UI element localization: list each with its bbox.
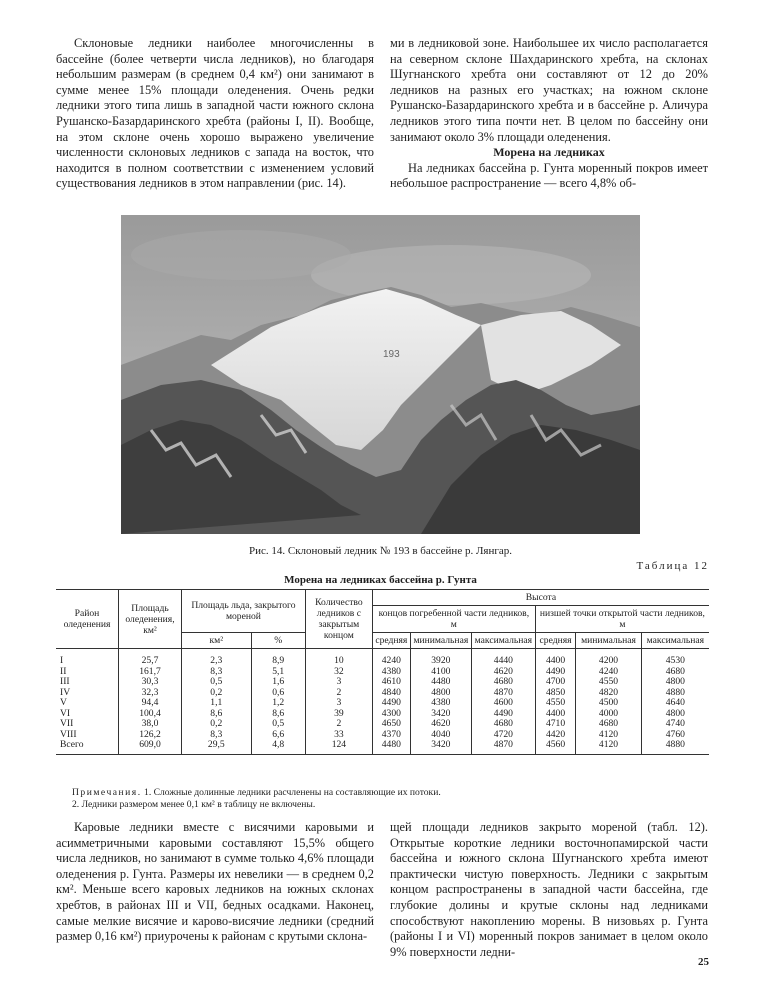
table-cell: 4400	[535, 656, 576, 667]
table-cell: 4000	[576, 709, 641, 720]
table-cell: 4800	[410, 688, 471, 699]
table-cell: 1,2	[251, 698, 305, 709]
table-cell: 4680	[471, 719, 535, 730]
table-cell: V	[60, 697, 67, 708]
table-cell: 1,6	[251, 677, 305, 688]
col-header-min: минимальная	[576, 633, 641, 649]
table-cell: 4820	[576, 688, 641, 699]
table-cell: 33	[305, 730, 372, 741]
col-header-avg: средняя	[372, 633, 410, 649]
col-header-area: Площадь оледенения, км²	[119, 590, 182, 649]
table-cell: 2	[305, 719, 372, 730]
col-header-avg: средняя	[535, 633, 576, 649]
table-cell: 4870	[471, 740, 535, 754]
table-cell: 8,6	[182, 709, 252, 720]
table-cell: 10	[305, 656, 372, 667]
table-cell: 3420	[410, 709, 471, 720]
col-header-max: максимальная	[641, 633, 709, 649]
table-label: Таблица 12	[636, 560, 709, 572]
table-cell: 4700	[535, 677, 576, 688]
paragraph: На ледниках бассейна р. Гунта моренный покров имеет небольшое распространение — всего 4,8% об-	[390, 160, 708, 191]
col-header-max: максимальная	[471, 633, 535, 649]
col-header-ends: концов погребенной части ледников, м	[372, 606, 535, 633]
table-cell: 4300	[372, 709, 410, 720]
table-cell: IV	[60, 686, 71, 698]
table-cell: 8,3	[182, 667, 252, 678]
table-title: Морена на ледниках бассейна р. Гунта	[284, 574, 477, 586]
paragraph: Каровые ледники вместе с висячими каровыми и асимметричными каровыми составляют 15,5% общего числа ледников, но занимают в сумме только 4,6% площади оледенения р. Гунта. Размеры их невелики — в среднем 0,2 км². Меньше всего каровых ледников на южных склонах хребтов, в районах III и VII, бедных осадками. Наконец, самые мелкие висячие и карово-висячие ледники (средний размер 0,16 км²) приурочены к районам с крутыми склона-	[56, 820, 374, 944]
moraine-table	[56, 589, 709, 755]
table-cell: 4800	[641, 677, 709, 688]
table-cell: II	[60, 665, 67, 677]
table-cell: 4720	[471, 730, 535, 741]
table-cell: 30,3	[119, 677, 182, 688]
table-cell: 6,6	[251, 730, 305, 741]
table-notes	[72, 787, 441, 811]
table-cell: 609,0	[119, 740, 182, 754]
table-row	[56, 740, 709, 754]
table-cell: 39	[305, 709, 372, 720]
figure-caption: Рис. 14. Склоновый ледник № 193 в бассейне р. Лянгар.	[248, 545, 512, 557]
table-cell: 32,3	[119, 688, 182, 699]
table-cell: 3	[305, 677, 372, 688]
col-header-moraine-area: Площадь льда, закрытого мореной	[182, 590, 306, 633]
table-cell: 2	[305, 688, 372, 699]
col-header-pct: %	[251, 633, 305, 649]
table-cell: 1,1	[182, 698, 252, 709]
table-cell: 4870	[471, 688, 535, 699]
table-cell: 4,8	[251, 740, 305, 754]
table-cell: 4040	[410, 730, 471, 741]
table-row	[56, 698, 709, 709]
table-body	[56, 649, 709, 755]
table-cell: VI	[60, 707, 71, 719]
table-cell: VIII	[60, 728, 77, 740]
table-cell: Всего	[56, 740, 119, 754]
table-cell: 4100	[410, 667, 471, 678]
glacier-photo	[121, 215, 640, 534]
table-cell: 4440	[471, 656, 535, 667]
table-cell: 0,6	[251, 688, 305, 699]
table-cell: 2,3	[182, 656, 252, 667]
table-cell: 4650	[372, 719, 410, 730]
table-cell: 4560	[535, 740, 576, 754]
table-cell: 4640	[641, 698, 709, 709]
table-cell: 4620	[471, 667, 535, 678]
table-cell: 4240	[372, 656, 410, 667]
paragraph: ми в ледниковой зоне. Наибольшее их число располагается на северном склоне Шахдаринского хребта, на склонах Шугнанского хребта они составляют от 12 до 20% ледников на разных его участках; на южном склоне Рушанско-Базардаринского хребта и в бассейне р. Аличура ледников этого типа почти нет. В целом по бассейну они занимают около 3% площади оледенения.	[390, 36, 708, 144]
table-cell: 4380	[410, 698, 471, 709]
table-cell: 0,5	[182, 677, 252, 688]
col-header-count: Количество ледников с закрытым концом	[305, 590, 372, 649]
col-header-km2: км²	[182, 633, 252, 649]
table-cell: 32	[305, 667, 372, 678]
table-cell: 0,2	[182, 688, 252, 699]
table-cell: 4800	[641, 709, 709, 720]
table-cell: 4840	[372, 688, 410, 699]
col-header-region: Район оледенения	[56, 590, 119, 649]
glacier-number-label: 193	[383, 349, 400, 360]
table-cell: 8,3	[182, 730, 252, 741]
paragraph: щей площади ледников закрыто мореной (табл. 12). Открытые короткие ледники восточнопамирской части бассейна и южного склона Шугнанского хребта имеют практически чистую поверхность. Ледники с закрытым концом распространены в западной части бассейна, где глубокие долины и крутые склоны над ледниками способствуют накоплению морены. В низовьях р. Гунта (районы I и VI) моренный покров занимает в целом около 9% поверхности ледни-	[390, 820, 708, 959]
table-row	[56, 719, 709, 730]
table-cell: 5,1	[251, 667, 305, 678]
table-cell: 4760	[641, 730, 709, 741]
table-cell: 161,7	[119, 667, 182, 678]
table-cell: 126,2	[119, 730, 182, 741]
table-cell: 3920	[410, 656, 471, 667]
table-cell: 38,0	[119, 719, 182, 730]
table-cell: 4490	[471, 709, 535, 720]
table-cell: 0,5	[251, 719, 305, 730]
table-cell: 4490	[535, 667, 576, 678]
col-header-lowest: низшей точки открытой части ледников, м	[535, 606, 709, 633]
page-number: 25	[698, 956, 709, 968]
table-cell: 4680	[641, 667, 709, 678]
table-cell: 4620	[410, 719, 471, 730]
table-cell: 4480	[372, 740, 410, 754]
table-cell: 4530	[641, 656, 709, 667]
table-cell: 3420	[410, 740, 471, 754]
table-cell: 4500	[576, 698, 641, 709]
table-note-1: Примечания. 1. Сложные долинные ледники расчленены на составляющие их потоки.	[72, 787, 441, 798]
table-cell: 4740	[641, 719, 709, 730]
text-column-right-top	[390, 36, 708, 192]
note-label: Примечания.	[72, 787, 142, 798]
table-row	[56, 677, 709, 688]
paragraph: Склоновые ледники наиболее многочисленны в бассейне (более четверти числа ледников), но благодаря небольшим размерам (в среднем 0,4 км²) они занимают в сумме менее 15% площади оледенения. Очень редки ледники этого типа лишь в западной части южного склона Рушанско-Базардаринского хребта (районы I, II). Вообще, на этом склоне очень хорошо выражено увеличение численности склоновых ледников с запада на восток, что находится в полном соответствии с изменением условий существования ледников в этом направлении (рис. 14).	[56, 36, 374, 191]
table-cell: 4240	[576, 667, 641, 678]
text-column-right-bottom	[390, 820, 708, 960]
table-cell: 4680	[576, 719, 641, 730]
table-note-2: 2. Ледники размером менее 0,1 км² в таблицу не включены.	[72, 799, 316, 810]
table-cell: 100,4	[119, 709, 182, 720]
table-cell: I	[60, 655, 64, 666]
table-cell: 25,7	[119, 656, 182, 667]
table-cell: 29,5	[182, 740, 252, 754]
table-cell: 4550	[535, 698, 576, 709]
table-row	[56, 656, 709, 667]
table-cell: 4400	[535, 709, 576, 720]
table-cell: 4850	[535, 688, 576, 699]
table-cell: 8,9	[251, 656, 305, 667]
table-cell: 4420	[535, 730, 576, 741]
table-cell: 124	[305, 740, 372, 754]
table-cell: 4120	[576, 740, 641, 754]
table-cell: 94,4	[119, 698, 182, 709]
table-cell: 4600	[471, 698, 535, 709]
table-cell: VII	[60, 718, 74, 729]
table-cell: 8,6	[251, 709, 305, 720]
col-header-height: Высота	[372, 590, 709, 606]
table-cell: 3	[305, 698, 372, 709]
table-cell: 4880	[641, 740, 709, 754]
table-cell: 4480	[410, 677, 471, 688]
table-cell: 4880	[641, 688, 709, 699]
table-cell: 4120	[576, 730, 641, 741]
table-cell: 4370	[372, 730, 410, 741]
section-heading: Морена на ледниках	[493, 145, 605, 160]
text-column-left-top	[56, 36, 374, 192]
table-cell: III	[60, 676, 70, 687]
table-cell: 4610	[372, 677, 410, 688]
table-cell: 4490	[372, 698, 410, 709]
table-cell: 4380	[372, 667, 410, 678]
table-cell: 4200	[576, 656, 641, 667]
text-column-left-bottom	[56, 820, 374, 945]
table-cell: 4680	[471, 677, 535, 688]
table-cell: 0,2	[182, 719, 252, 730]
table-cell: 4550	[576, 677, 641, 688]
table-cell: 4710	[535, 719, 576, 730]
col-header-min: минимальная	[410, 633, 471, 649]
